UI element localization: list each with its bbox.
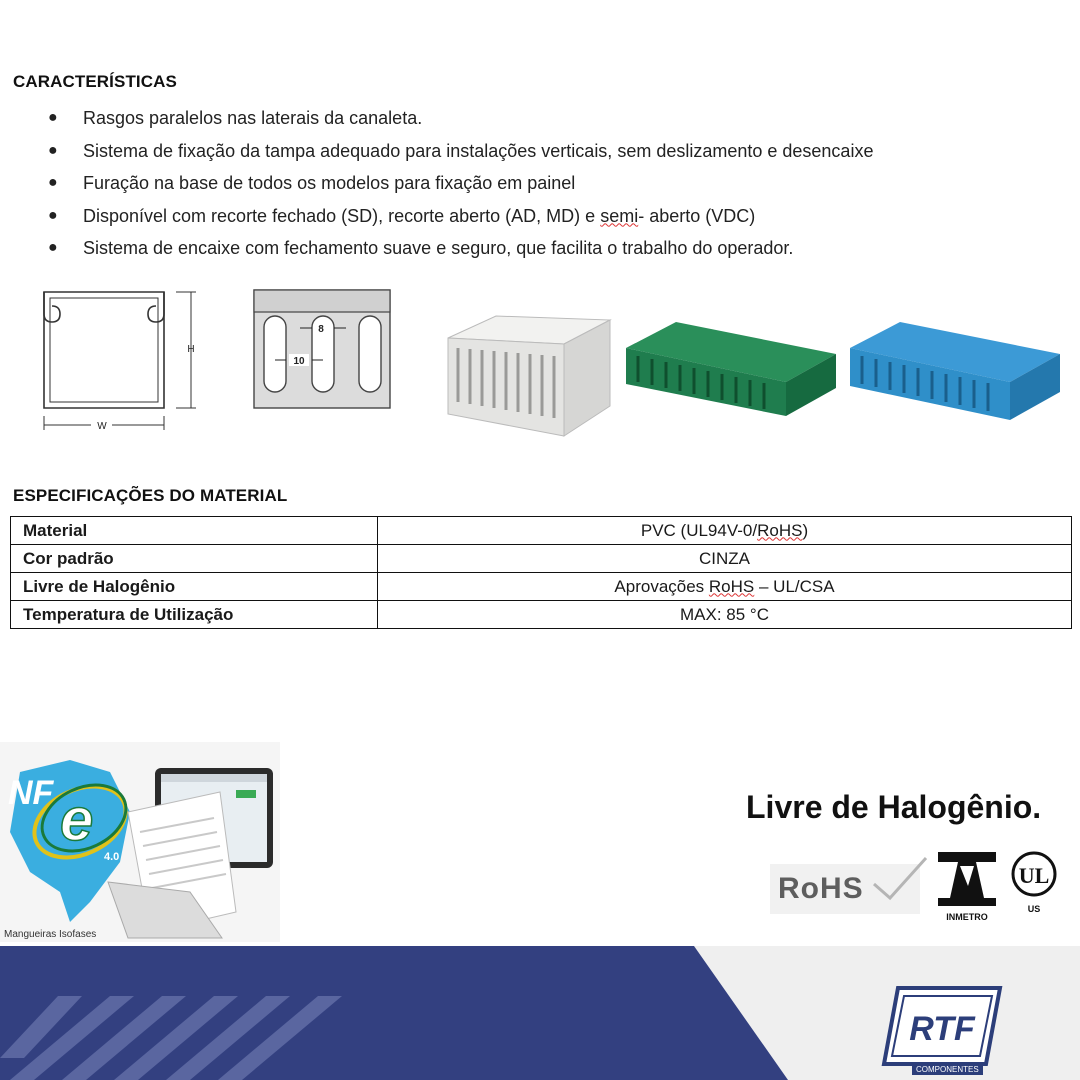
cross-section-diagram [36,284,216,434]
checkmark-icon [870,854,930,904]
footer-band [0,946,1080,1080]
green-duct-image [626,322,836,416]
rohs-badge-text: RoHS [778,872,864,905]
nfe-version: 4.0 [104,851,120,863]
characteristics-list [48,106,873,269]
bullet-icon: ● [48,174,58,191]
specs-title: ESPECIFICAÇÕES DO MATERIAL [13,486,288,505]
spec-label: Material [11,517,378,545]
spec-label: Cor padrão [11,545,378,573]
table-row [11,601,1072,629]
spec-value: Aprovações RoHS – UL/CSA [378,573,1072,601]
bullet-icon: ● [48,141,58,159]
rtf-logo-text: RTF [909,1010,975,1048]
halogen-free-headline: Livre de Halogênio. [746,789,1042,825]
slot-detail-diagram [252,288,394,412]
blue-duct-image [850,322,1060,420]
characteristics-title: CARACTERÍSTICAS [13,72,177,91]
list-item: ● Sistema de encaixe com fechamento suave e seguro, que facilita o trabalho do operador. [48,238,794,258]
bullet-icon: ● [48,109,58,126]
bullet-icon: ● [48,239,58,256]
spec-label: Temperatura de Utilização [11,601,378,629]
h-label: H [187,344,195,355]
table-row [11,517,1072,545]
table-row [11,573,1072,601]
nfe-logo-e: e [60,786,94,853]
bullet-icon: ● [48,206,58,224]
nfe-caption: Mangueiras Isofases [4,929,97,940]
gray-duct-image [448,316,610,436]
nfe-logo-text: NF [8,774,54,812]
list-item: ● Disponível com recorte fechado (SD), recorte aberto (AD, MD) e semi- aberto (VDC) [48,205,756,226]
list-item: ● Furação na base de todos os modelos para fixação em painel [48,173,576,193]
specs-table [10,516,1072,629]
dim-10-label: 10 [293,356,305,367]
product-photos [440,296,1080,442]
spec-value: MAX: 85 °C [378,601,1072,629]
list-item: ● Sistema de fixação da tampa adequado para instalações verticais, sem deslizamento e desencaixe [48,140,874,161]
ul-label: UL [1018,863,1050,888]
inmetro-icon [936,852,1000,924]
w-label: W [97,421,107,432]
ul-certification-icon [1006,848,1080,922]
dim-8-label: 8 [318,324,324,335]
spec-label: Livre de Halogênio [11,573,378,601]
ul-sub-label: US [1027,904,1041,914]
rtf-logo-subtitle: COMPONENTES [912,1064,983,1075]
spec-value: PVC (UL94V-0/RoHS) [378,517,1072,545]
rtf-logo [884,988,1000,1064]
inmetro-label: INMETRO [946,912,988,922]
list-item: ● Rasgos paralelos nas laterais da canaleta. [48,108,423,128]
spec-value: CINZA [378,545,1072,573]
nfe-graphic [0,742,280,942]
table-row [11,545,1072,573]
